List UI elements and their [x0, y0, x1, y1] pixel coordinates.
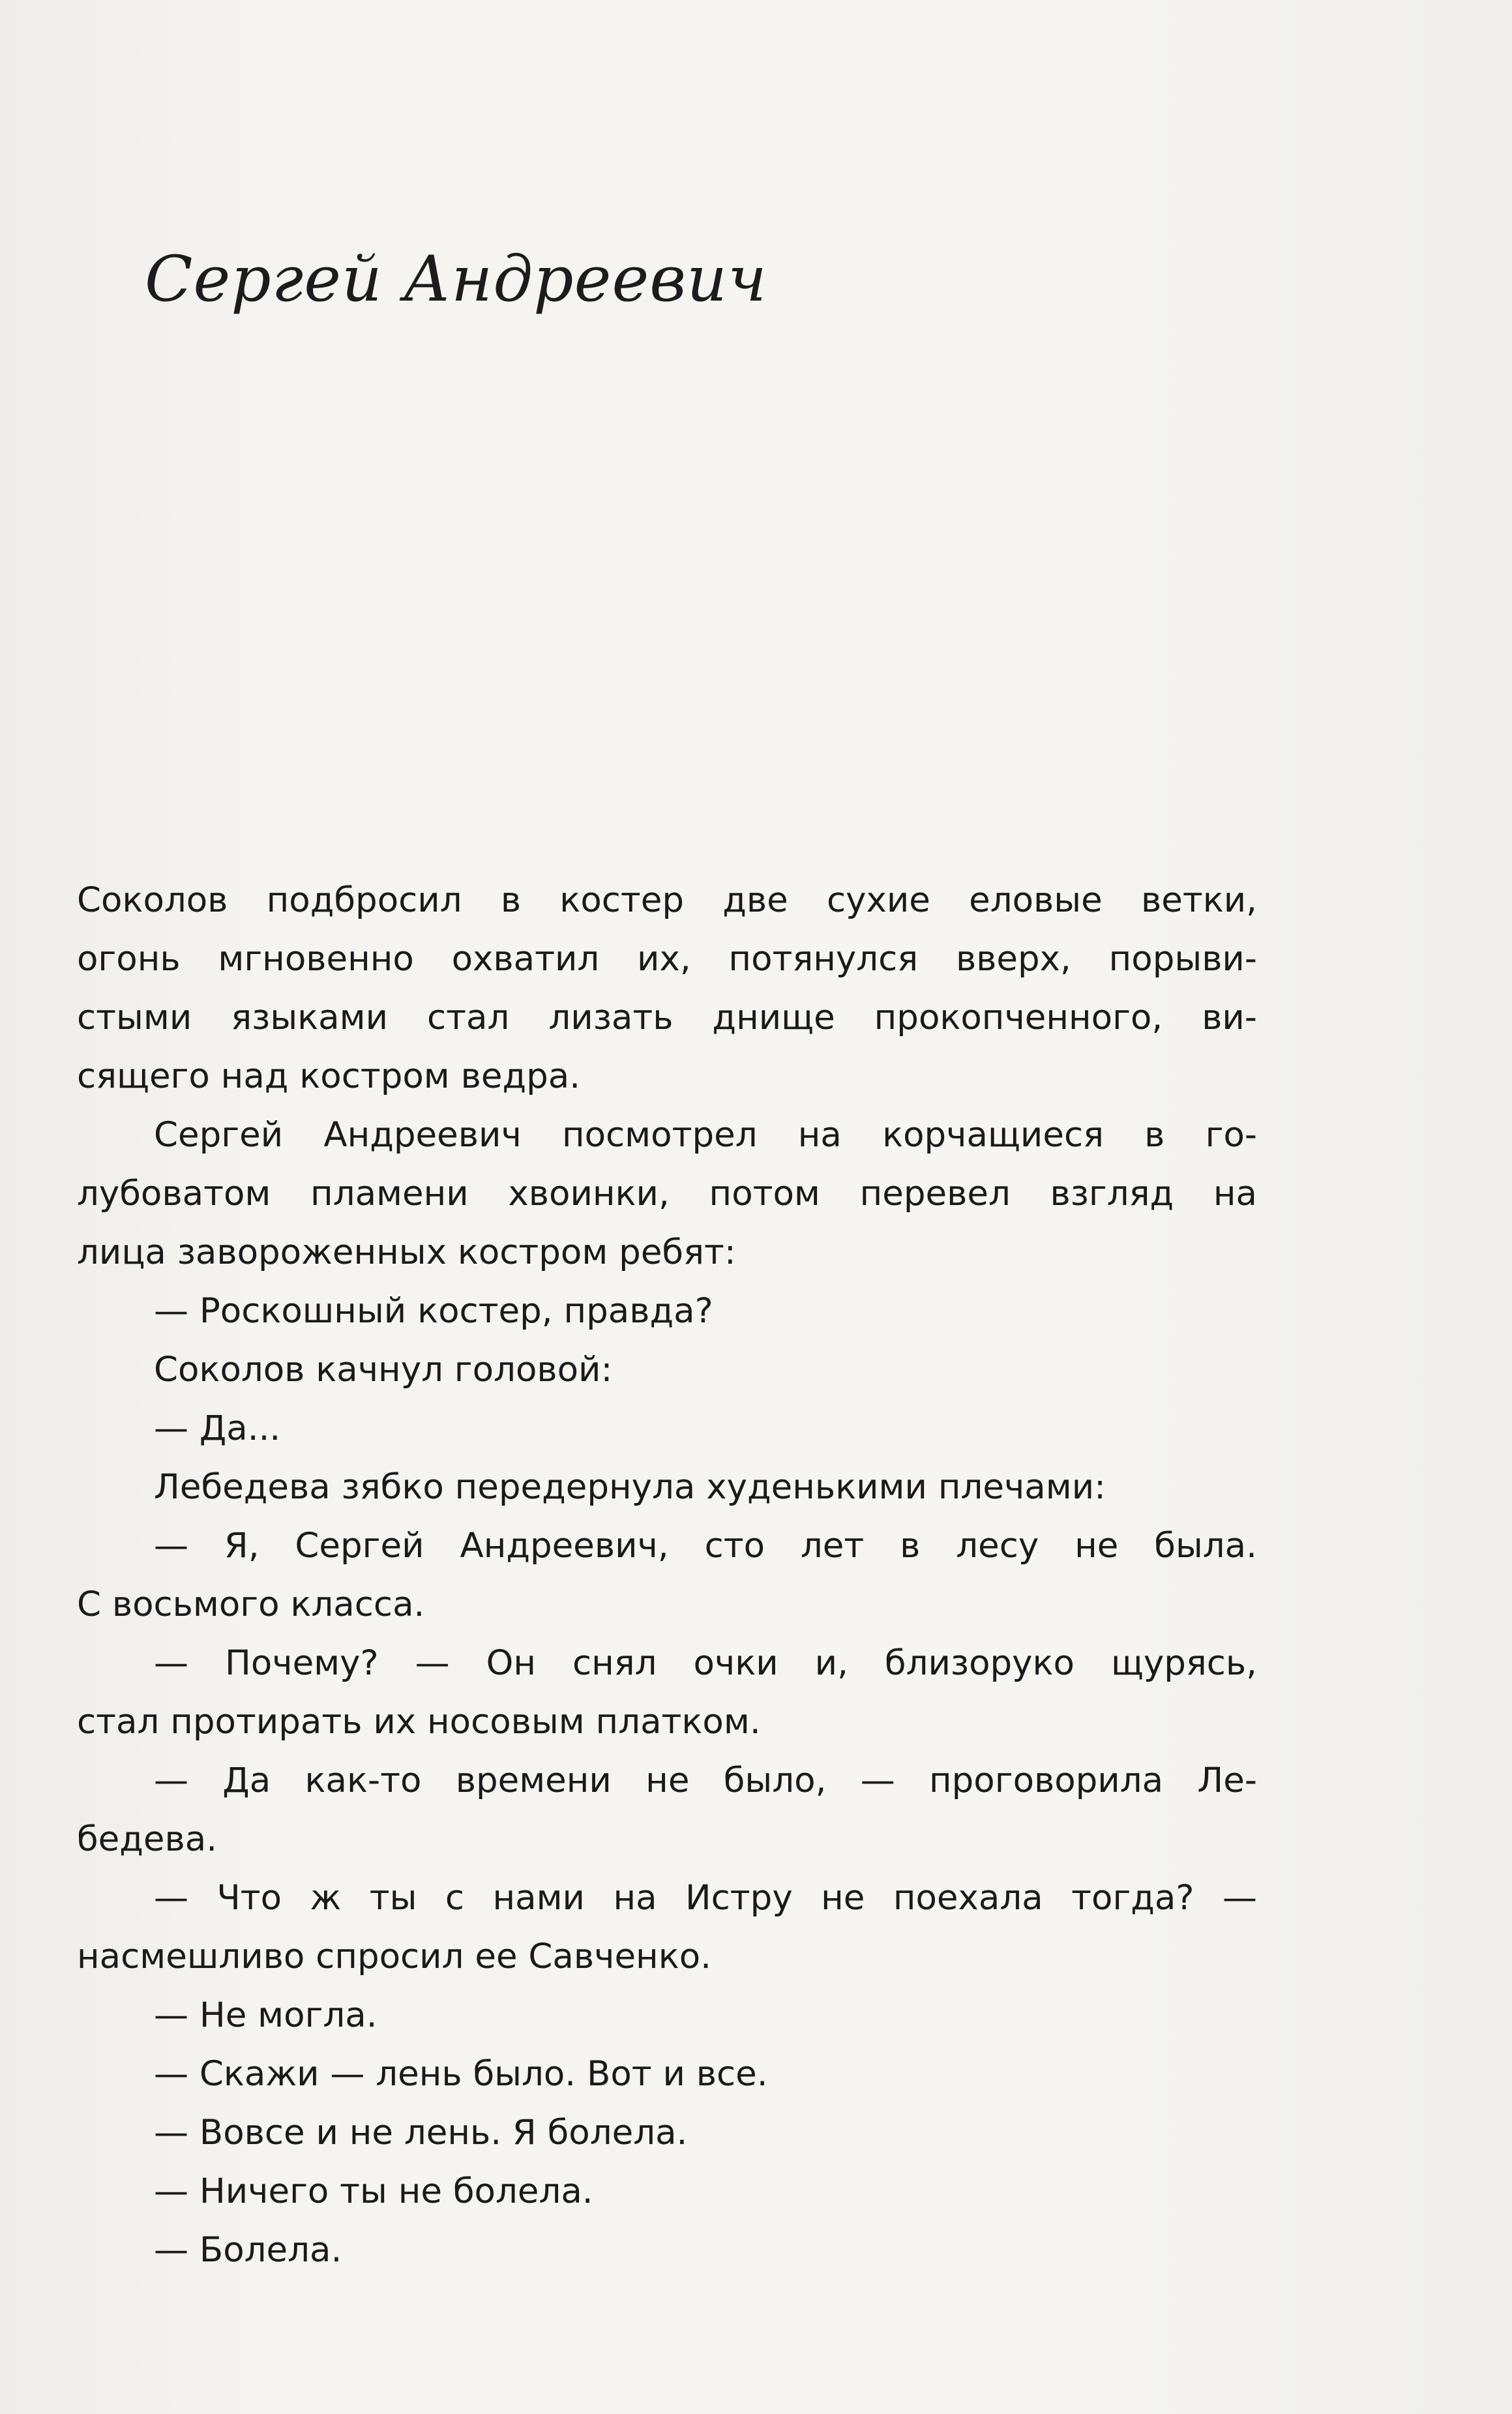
text-line: — Что ж ты с нами на Истру не поехала тогда? —: [154, 1878, 1257, 1918]
text-line: Лебедева зябко передернула худенькими плечами:: [154, 1467, 1106, 1507]
text-line: — Почему? — Он снял очки и, близоруко щурясь,: [154, 1643, 1257, 1683]
text-line: Соколов качнул головой:: [154, 1350, 613, 1390]
text-line: насмешливо спросил ее Савченко.: [77, 1937, 711, 1976]
text-line: — Ничего ты не болела.: [154, 2171, 593, 2211]
text-line: лубоватом пламени хвоинки, потом перевел взгляд на: [77, 1174, 1257, 1214]
text-line: Соколов подбросил в костер две сухие еловые ветки,: [77, 880, 1257, 920]
text-line: — Вовсе и не лень. Я болела.: [154, 2113, 688, 2153]
text-line: огонь мгновенно охватил их, потянулся вверх, порыви-: [77, 939, 1257, 979]
text-line: — Я, Сергей Андреевич, сто лет в лесу не была.: [154, 1526, 1257, 1566]
text-line: лица завороженных костром ребят:: [77, 1232, 736, 1272]
text-line: — Роскошный костер, правда?: [154, 1291, 713, 1331]
text-line: — Да как-то времени не было, — проговорила Ле-: [154, 1761, 1257, 1800]
text-line: — Не могла.: [154, 1995, 378, 2035]
text-line: — Скажи — лень было. Вот и все.: [154, 2054, 768, 2094]
text-line: стыми языками стал лизать днище прокопченного, ви-: [77, 998, 1257, 1037]
text-line: — Болела.: [154, 2230, 342, 2270]
text-line: Сергей Андреевич посмотрел на корчащиеся в го-: [154, 1115, 1257, 1155]
text-line: сящего над костром ведра.: [77, 1056, 581, 1096]
body-text: [77, 871, 1257, 2280]
chapter-title: Сергей Андреевич: [145, 243, 767, 316]
text-line: бедева.: [77, 1819, 218, 1859]
text-line: стал протирать их носовым платком.: [77, 1702, 761, 1742]
text-line: — Да...: [154, 1408, 281, 1448]
text-line: С восьмого класса.: [77, 1585, 425, 1624]
